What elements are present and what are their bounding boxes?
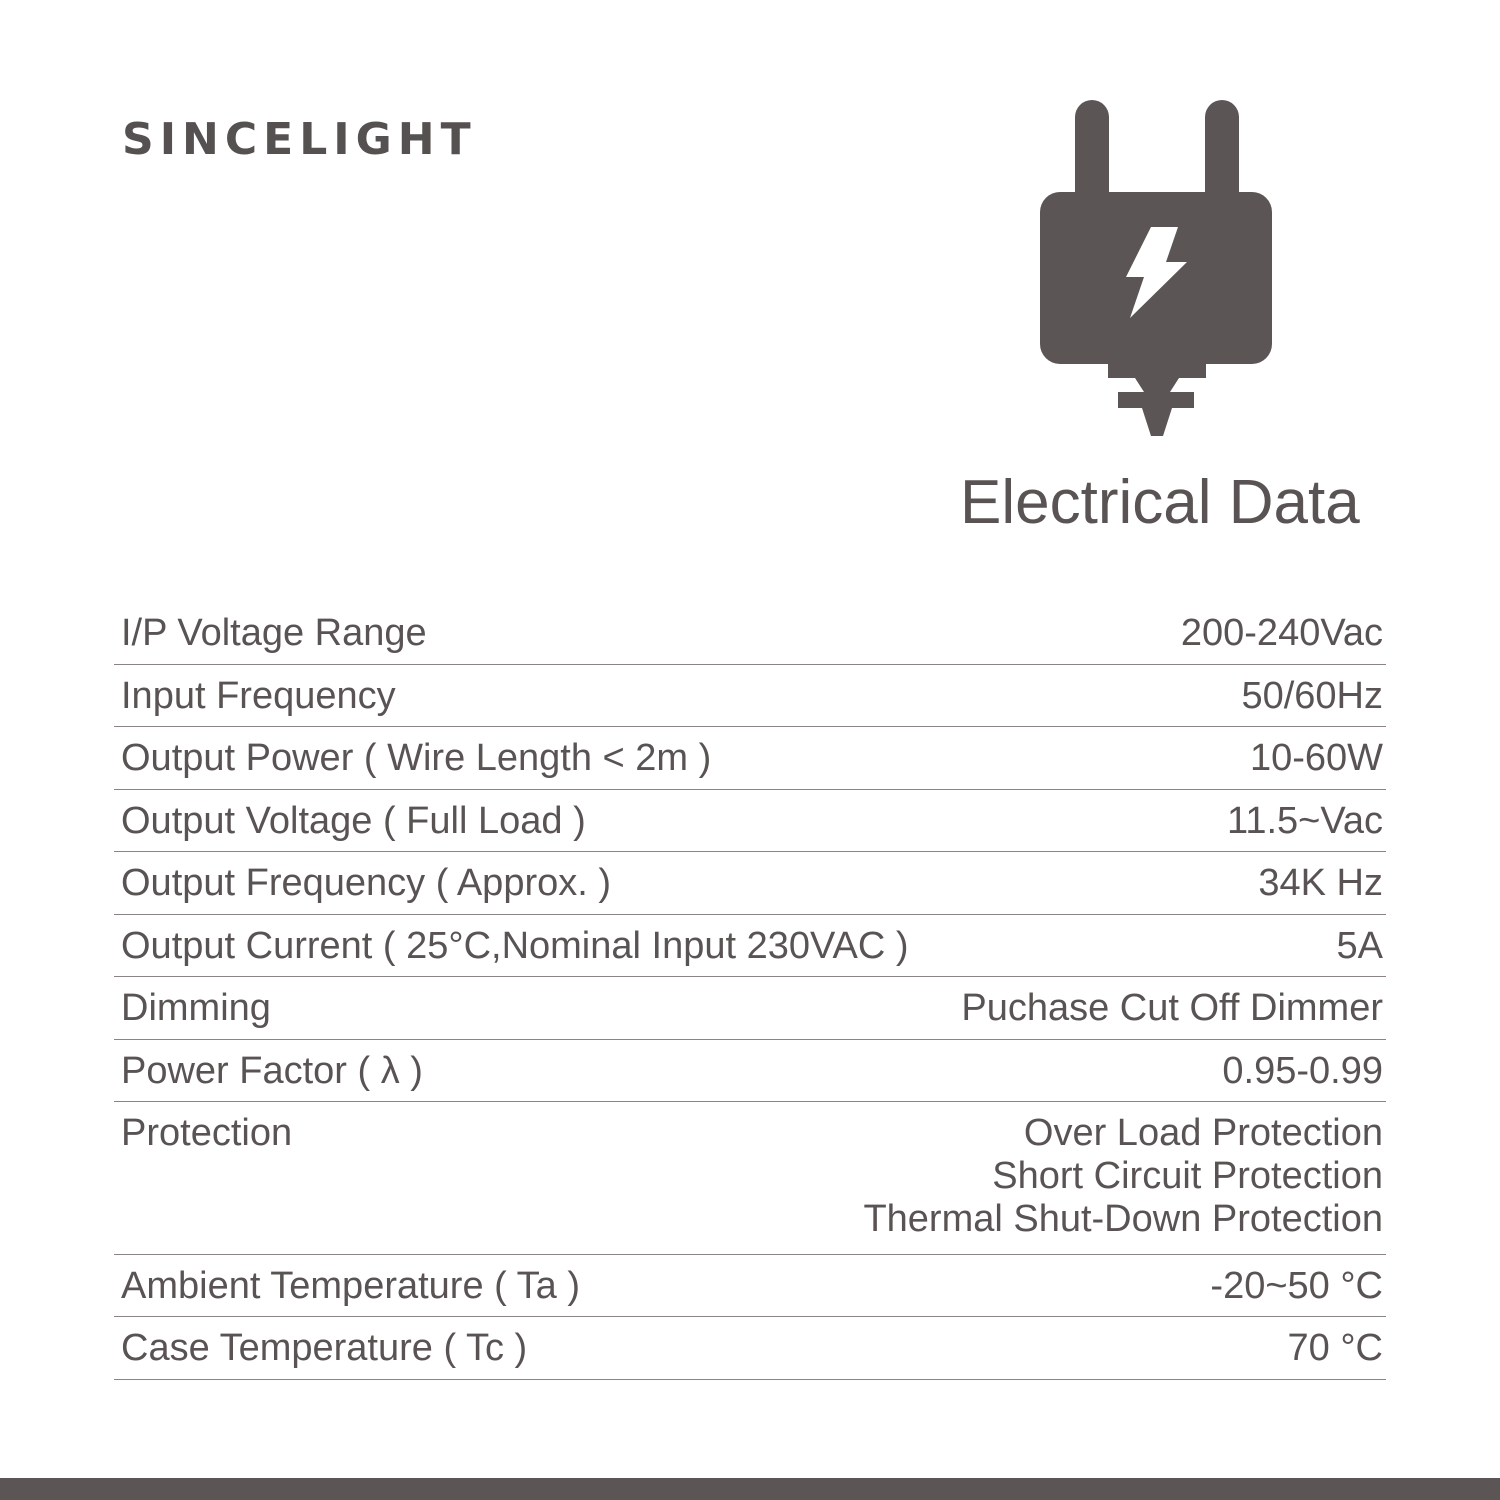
power-plug-icon xyxy=(1040,100,1274,438)
protection-item: Short Circuit Protection xyxy=(992,1155,1383,1197)
spec-row-ip-voltage-range xyxy=(114,602,1386,665)
spec-row-case-temperature xyxy=(114,1317,1386,1380)
spec-row-power-factor xyxy=(114,1040,1386,1103)
brand-logo-text: SINCELIGHT xyxy=(122,114,477,165)
spec-value: -20~50 °C xyxy=(1210,1264,1383,1307)
spec-label: Output Voltage ( Full Load ) xyxy=(121,799,586,842)
spec-value: Puchase Cut Off Dimmer xyxy=(961,987,1383,1029)
spec-value: 34K Hz xyxy=(1258,862,1383,904)
spec-value: 5A xyxy=(1336,924,1383,967)
spec-value: 11.5~Vac xyxy=(1227,799,1383,842)
spec-value: 50/60Hz xyxy=(1241,674,1383,717)
protection-item: Over Load Protection xyxy=(1023,1112,1383,1154)
spec-label: Output Power ( Wire Length < 2m ) xyxy=(121,737,712,779)
spec-label: Protection xyxy=(121,1112,293,1154)
spec-value: 0.95-0.99 xyxy=(1222,1049,1383,1092)
spec-row-protection xyxy=(114,1102,1386,1255)
spec-row-ambient-temperature xyxy=(114,1255,1386,1318)
spec-label: Dimming xyxy=(121,987,271,1029)
spec-label: I/P Voltage Range xyxy=(121,612,427,654)
spec-value-list xyxy=(863,1112,1383,1241)
spec-label: Power Factor ( λ ) xyxy=(121,1049,423,1092)
section-title: Electrical Data xyxy=(960,468,1360,537)
electrical-spec-table xyxy=(114,602,1386,1380)
protection-item: Thermal Shut-Down Protection xyxy=(863,1198,1383,1240)
spec-row-output-power xyxy=(114,727,1386,790)
spec-label: Ambient Temperature ( Ta ) xyxy=(121,1264,581,1307)
spec-row-input-frequency xyxy=(114,665,1386,728)
spec-label: Output Current ( 25°C,Nominal Input 230VAC ) xyxy=(121,924,909,967)
spec-label: Output Frequency ( Approx. ) xyxy=(121,862,612,904)
spec-label: Input Frequency xyxy=(121,674,396,717)
spec-row-output-current xyxy=(114,915,1386,978)
spec-value: 200-240Vac xyxy=(1180,612,1383,654)
spec-row-output-voltage xyxy=(114,790,1386,853)
spec-label: Case Temperature ( Tc ) xyxy=(121,1327,528,1369)
spec-row-dimming xyxy=(114,977,1386,1040)
spec-value: 10-60W xyxy=(1249,737,1383,779)
footer-bar xyxy=(0,1478,1500,1500)
spec-value: 70 °C xyxy=(1287,1327,1383,1369)
spec-row-output-frequency xyxy=(114,852,1386,915)
